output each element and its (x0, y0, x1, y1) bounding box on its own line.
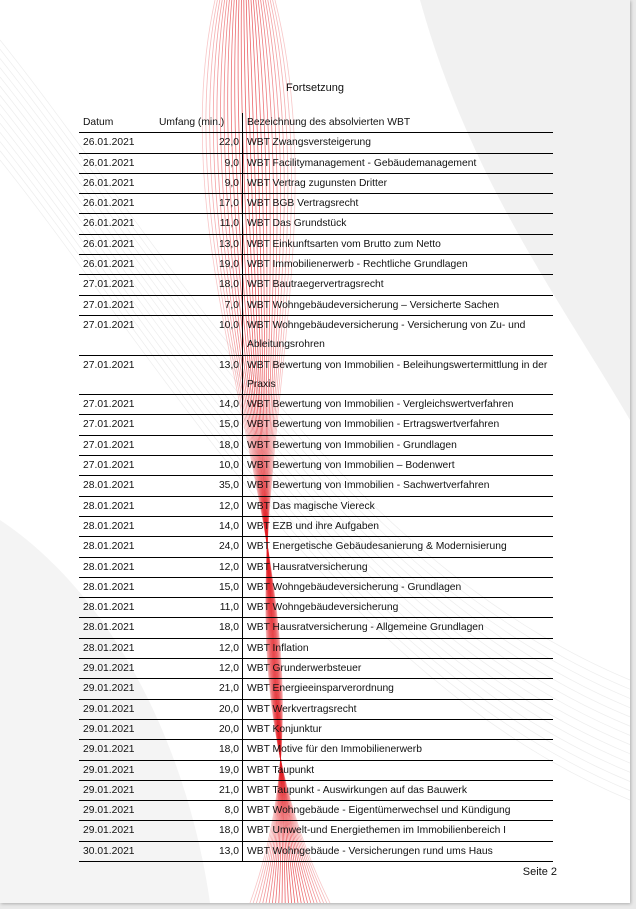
cell-datum: 29.01.2021 (79, 679, 155, 699)
cell-bezeichnung: WBT Wohngebäudeversicherung – Versicherte Sachen (243, 295, 554, 315)
table-row (79, 638, 553, 658)
cell-bezeichnung: WBT Wohngebäudeversicherung - Versicherung von Zu- und Ableitungsrohren (243, 315, 554, 355)
cell-umfang: 7,0 (155, 295, 243, 315)
table-header-row (79, 113, 553, 133)
table-row (79, 516, 553, 536)
cell-umfang: 11,0 (155, 598, 243, 618)
cell-umfang: 9,0 (155, 173, 243, 193)
table-row (79, 476, 553, 496)
cell-umfang: 21,0 (155, 679, 243, 699)
table-row (79, 315, 553, 355)
cell-umfang: 10,0 (155, 456, 243, 476)
cell-bezeichnung: WBT Energetische Gebäudesanierung & Modernisierung (243, 537, 554, 557)
cell-datum: 28.01.2021 (79, 598, 155, 618)
cell-umfang: 15,0 (155, 415, 243, 435)
cell-bezeichnung: WBT Das Grundstück (243, 214, 554, 234)
cell-umfang: 19,0 (155, 255, 243, 275)
cell-bezeichnung: WBT Immobilienerwerb - Rechtliche Grundlagen (243, 255, 554, 275)
cell-datum: 26.01.2021 (79, 194, 155, 214)
cell-bezeichnung: WBT Motive für den Immobilienerwerb (243, 740, 554, 760)
cell-bezeichnung: WBT Zwangsversteigerung (243, 133, 554, 153)
table-row (79, 577, 553, 597)
cell-datum: 28.01.2021 (79, 557, 155, 577)
table-row (79, 395, 553, 415)
cell-datum: 26.01.2021 (79, 133, 155, 153)
cell-bezeichnung: WBT Bewertung von Immobilien - Grundlagen (243, 435, 554, 455)
cell-datum: 28.01.2021 (79, 537, 155, 557)
cell-datum: 26.01.2021 (79, 214, 155, 234)
cell-bezeichnung: WBT Inflation (243, 638, 554, 658)
cell-bezeichnung: WBT Umwelt-und Energiethemen im Immobilienbereich I (243, 821, 554, 841)
cell-bezeichnung: WBT Bewertung von Immobilien - Vergleichswertverfahren (243, 395, 554, 415)
table-row (79, 618, 553, 638)
cell-umfang: 13,0 (155, 234, 243, 254)
cell-datum: 29.01.2021 (79, 821, 155, 841)
cell-datum: 26.01.2021 (79, 173, 155, 193)
cell-umfang: 13,0 (155, 355, 243, 395)
cell-umfang: 12,0 (155, 659, 243, 679)
table-row (79, 537, 553, 557)
cell-umfang: 14,0 (155, 395, 243, 415)
table-row (79, 275, 553, 295)
cell-datum: 28.01.2021 (79, 638, 155, 658)
cell-umfang: 11,0 (155, 214, 243, 234)
table-row (79, 295, 553, 315)
table-row (79, 194, 553, 214)
cell-umfang: 35,0 (155, 476, 243, 496)
column-header-datum: Datum (79, 113, 155, 133)
table-row (79, 456, 553, 476)
cell-umfang: 13,0 (155, 841, 243, 861)
cell-bezeichnung: WBT Facilitymanagement - Gebäudemanagement (243, 153, 554, 173)
cell-umfang: 12,0 (155, 638, 243, 658)
table-row (79, 557, 553, 577)
cell-umfang: 12,0 (155, 557, 243, 577)
table-row (79, 679, 553, 699)
table-row (79, 496, 553, 516)
column-header-umfang: Umfang (min.) (155, 113, 243, 133)
cell-umfang: 20,0 (155, 719, 243, 739)
table-row (79, 214, 553, 234)
cell-datum: 30.01.2021 (79, 841, 155, 861)
cell-bezeichnung: WBT BGB Vertragsrecht (243, 194, 554, 214)
cell-datum: 28.01.2021 (79, 476, 155, 496)
cell-datum: 26.01.2021 (79, 255, 155, 275)
cell-datum: 27.01.2021 (79, 315, 155, 355)
cell-umfang: 14,0 (155, 516, 243, 536)
table-row (79, 598, 553, 618)
cell-datum: 27.01.2021 (79, 395, 155, 415)
cell-datum: 28.01.2021 (79, 577, 155, 597)
table-row (79, 415, 553, 435)
table-row (79, 841, 553, 861)
cell-bezeichnung: WBT Wohngebäudeversicherung - Grundlagen (243, 577, 554, 597)
page-heading: Fortsetzung (285, 82, 345, 94)
cell-datum: 28.01.2021 (79, 516, 155, 536)
cell-datum: 29.01.2021 (79, 740, 155, 760)
cell-umfang: 21,0 (155, 780, 243, 800)
cell-umfang: 18,0 (155, 821, 243, 841)
cell-bezeichnung: WBT Einkunftsarten vom Brutto zum Netto (243, 234, 554, 254)
cell-umfang: 18,0 (155, 435, 243, 455)
cell-datum: 28.01.2021 (79, 496, 155, 516)
cell-datum: 27.01.2021 (79, 355, 155, 395)
cell-umfang: 18,0 (155, 275, 243, 295)
cell-umfang: 8,0 (155, 801, 243, 821)
column-header-bezeichnung: Bezeichnung des absolvierten WBT (243, 113, 554, 133)
cell-datum: 29.01.2021 (79, 760, 155, 780)
cell-datum: 27.01.2021 (79, 275, 155, 295)
cell-bezeichnung: WBT Wohngebäude - Versicherungen rund ums Haus (243, 841, 554, 861)
cell-bezeichnung: WBT Wohngebäude - Eigentümerwechsel und Kündigung (243, 801, 554, 821)
cell-datum: 28.01.2021 (79, 618, 155, 638)
cell-bezeichnung: WBT Bewertung von Immobilien - Beleihungswertermittlung in der Praxis (243, 355, 554, 395)
cell-bezeichnung: WBT Hausratversicherung - Allgemeine Grundlagen (243, 618, 554, 638)
cell-datum: 27.01.2021 (79, 295, 155, 315)
cell-umfang: 18,0 (155, 618, 243, 638)
cell-datum: 27.01.2021 (79, 435, 155, 455)
cell-bezeichnung: WBT Taupunkt (243, 760, 554, 780)
cell-bezeichnung: WBT Vertrag zugunsten Dritter (243, 173, 554, 193)
cell-bezeichnung: WBT Bewertung von Immobilien - Ertragswertverfahren (243, 415, 554, 435)
cell-umfang: 17,0 (155, 194, 243, 214)
page-number: Seite 2 (522, 866, 557, 878)
cell-umfang: 22,0 (155, 133, 243, 153)
cell-umfang: 19,0 (155, 760, 243, 780)
wbt-table (79, 113, 553, 862)
cell-bezeichnung: WBT Hausratversicherung (243, 557, 554, 577)
cell-bezeichnung: WBT Bewertung von Immobilien – Bodenwert (243, 456, 554, 476)
cell-bezeichnung: WBT EZB und ihre Aufgaben (243, 516, 554, 536)
cell-umfang: 10,0 (155, 315, 243, 355)
table-row (79, 153, 553, 173)
cell-datum: 29.01.2021 (79, 699, 155, 719)
cell-datum: 26.01.2021 (79, 153, 155, 173)
cell-bezeichnung: WBT Bewertung von Immobilien - Sachwertverfahren (243, 476, 554, 496)
cell-bezeichnung: WBT Konjunktur (243, 719, 554, 739)
table-row (79, 435, 553, 455)
cell-datum: 29.01.2021 (79, 719, 155, 739)
cell-bezeichnung: WBT Wohngebäudeversicherung (243, 598, 554, 618)
cell-bezeichnung: WBT Bautraegervertragsrecht (243, 275, 554, 295)
table-row (79, 821, 553, 841)
cell-bezeichnung: WBT Taupunkt - Auswirkungen auf das Bauwerk (243, 780, 554, 800)
cell-datum: 29.01.2021 (79, 780, 155, 800)
table-row (79, 355, 553, 395)
table-row (79, 255, 553, 275)
table-row (79, 659, 553, 679)
cell-bezeichnung: WBT Das magische Viereck (243, 496, 554, 516)
cell-umfang: 20,0 (155, 699, 243, 719)
cell-umfang: 15,0 (155, 577, 243, 597)
table-row (79, 699, 553, 719)
cell-umfang: 12,0 (155, 496, 243, 516)
cell-bezeichnung: WBT Grunderwerbsteuer (243, 659, 554, 679)
table-row (79, 133, 553, 153)
cell-bezeichnung: WBT Werkvertragsrecht (243, 699, 554, 719)
table-row (79, 234, 553, 254)
table-row (79, 173, 553, 193)
cell-umfang: 24,0 (155, 537, 243, 557)
cell-umfang: 9,0 (155, 153, 243, 173)
table-row (79, 780, 553, 800)
table-row (79, 760, 553, 780)
table-row (79, 740, 553, 760)
table-row (79, 719, 553, 739)
cell-datum: 29.01.2021 (79, 659, 155, 679)
table-row (79, 801, 553, 821)
cell-datum: 29.01.2021 (79, 801, 155, 821)
cell-umfang: 18,0 (155, 740, 243, 760)
cell-bezeichnung: WBT Energieeinsparverordnung (243, 679, 554, 699)
cell-datum: 27.01.2021 (79, 415, 155, 435)
cell-datum: 26.01.2021 (79, 234, 155, 254)
cell-datum: 27.01.2021 (79, 456, 155, 476)
